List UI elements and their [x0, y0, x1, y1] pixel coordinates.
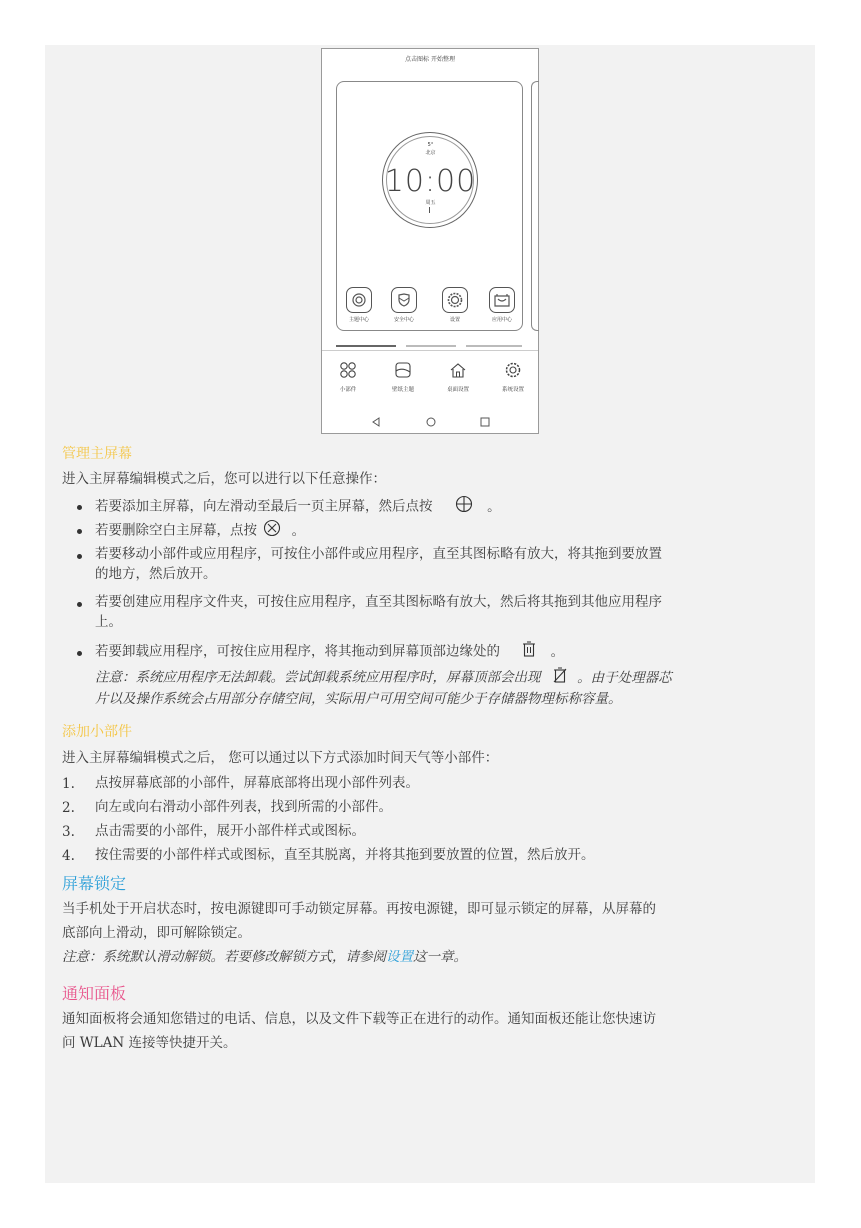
bullet-line: 若要移动小部件或应用程序，可按住小部件或应用程序，直至其图标略有放大，将其拖到要放置 — [95, 546, 662, 562]
settings-link[interactable]: 设置 — [386, 949, 413, 965]
bullet-tail: 。 — [487, 498, 501, 515]
settings-icon — [504, 361, 522, 379]
trash-icon — [522, 641, 536, 663]
step-number: 4. — [62, 848, 75, 864]
bullet — [77, 529, 82, 534]
note-text: 。由于处理器芯 — [577, 669, 672, 686]
tool-system-settings[interactable] — [487, 361, 539, 393]
clock-time: 10:00 — [384, 164, 477, 199]
bullet — [77, 505, 82, 510]
divider — [322, 350, 538, 351]
home-circle-icon[interactable] — [424, 415, 438, 429]
app-theme-center[interactable] — [341, 287, 377, 323]
no-trash-icon — [553, 667, 567, 689]
clock-day: 周五 — [425, 200, 436, 206]
tool-label: 桌面设置 — [446, 387, 469, 393]
phone-edit-mode-illustration — [321, 48, 539, 434]
phone-hint-title: 点击图标 开始整理 — [405, 56, 455, 63]
heading-add-widget: 添加小部件 — [62, 724, 132, 740]
add-circle-icon — [455, 495, 473, 519]
step-number: 2. — [62, 800, 75, 816]
notification-line2: 问 WLAN 连接等快捷开关。 — [62, 1035, 237, 1051]
document-page — [45, 45, 815, 1183]
theme-icon — [346, 287, 372, 313]
home-icon — [449, 361, 467, 379]
bullet-tail: 。 — [291, 522, 306, 539]
page-indicator — [336, 345, 522, 347]
next-screen-preview — [531, 81, 539, 331]
note-text: 注意：系统应用程序无法卸载。尝试卸载系统应用程序时，屏幕顶部会出现 — [95, 669, 541, 686]
shield-icon — [391, 287, 417, 313]
gear-icon — [442, 287, 468, 313]
bullet — [77, 651, 82, 656]
delete-circle-icon — [263, 519, 281, 543]
clock-marker — [429, 207, 430, 213]
page-indicator-dot — [466, 345, 522, 347]
page-indicator-dot — [406, 345, 456, 347]
step-1: 点按屏幕底部的小部件，屏幕底部将出现小部件列表。 — [95, 775, 419, 791]
clock-temperature: 5° — [427, 142, 434, 148]
section1-intro: 进入主屏幕编辑模式之后，您可以进行以下任意操作： — [62, 471, 386, 487]
step-2: 向左或向右滑动小部件列表，找到所需的小部件。 — [95, 799, 392, 815]
app-label: 设置 — [449, 317, 460, 323]
app-label: 应用中心 — [491, 317, 512, 323]
app-label: 主题中心 — [348, 317, 369, 323]
bullet-uninstall — [95, 641, 795, 663]
bullet-move-widget — [95, 544, 795, 584]
bullet-text: 若要添加主屏幕，向左滑动至最后一页主屏幕，然后点按 — [95, 498, 433, 515]
wallpaper-icon — [394, 361, 412, 379]
widget-icon — [339, 361, 357, 379]
bullet — [77, 554, 82, 559]
note-uninstall — [95, 667, 795, 709]
navigation-bar — [322, 415, 538, 429]
bullet-tail: 。 — [550, 643, 565, 660]
note-text: 片以及操作系统会占用部分存储空间，实际用户可用空间可能少于存储器物理标称容量。 — [95, 691, 622, 707]
page-indicator-active — [336, 345, 396, 347]
home-screen-preview — [336, 81, 523, 331]
tool-desktop-settings[interactable] — [432, 361, 484, 393]
bullet-text: 若要卸载应用程序，可按住应用程序，将其拖动到屏幕顶部边缘处的 — [95, 643, 500, 660]
bullet-line: 若要创建应用程序文件夹，可按住应用程序，直至其图标略有放大，然后将其拖到其他应用程序 — [95, 594, 662, 610]
tool-label: 系统设置 — [501, 387, 524, 393]
bullet-create-folder — [95, 592, 795, 632]
recent-square-icon[interactable] — [478, 415, 492, 429]
clock-city: 北京 — [425, 150, 436, 156]
heading-notification-panel: 通知面板 — [62, 984, 127, 1003]
tool-widgets[interactable] — [322, 361, 374, 393]
step-3: 点击需要的小部件，展开小部件样式或图标。 — [95, 823, 365, 839]
section2-intro: 进入主屏幕编辑模式之后， 您可以通过以下方式添加时间天气等小部件： — [62, 750, 499, 766]
note-text: 注意：系统默认滑动解锁。若要修改解锁方式，请参阅 — [62, 949, 386, 965]
step-number: 1. — [62, 776, 75, 792]
app-settings[interactable] — [437, 287, 473, 323]
heading-screen-lock: 屏幕锁定 — [62, 874, 127, 893]
back-icon[interactable] — [369, 415, 383, 429]
app-label: 安全中心 — [393, 317, 414, 323]
screen-lock-note — [62, 947, 467, 967]
step-number: 3. — [62, 824, 75, 840]
bullet-delete-home — [95, 519, 795, 543]
step-4: 按住需要的小部件样式或图标，直至其脱离，并将其拖到要放置的位置，然后放开。 — [95, 847, 595, 863]
bullet-line: 的地方，然后放开。 — [95, 566, 217, 582]
heading-manage-home: 管理主屏幕 — [62, 446, 132, 462]
tool-label: 壁纸主题 — [391, 387, 414, 393]
bullet-text: 若要删除空白主屏幕，点按 — [95, 522, 257, 539]
screen-lock-line1: 当手机处于开启状态时，按电源键即可手动锁定屏幕。再按电源键，即可显示锁定的屏幕，从屏幕的 — [62, 901, 656, 917]
tool-wallpaper-theme[interactable] — [377, 361, 429, 393]
bullet-add-home — [95, 495, 795, 519]
app-store[interactable] — [484, 287, 520, 323]
note-text: 这一章。 — [413, 949, 467, 965]
notification-line1: 通知面板将会通知您错过的电话、信息，以及文件下载等正在进行的动作。通知面板还能让您快速访 — [62, 1011, 656, 1027]
screen-lock-line2: 底部向上滑动，即可解除锁定。 — [62, 925, 251, 941]
store-icon — [489, 287, 515, 313]
tool-label: 小部件 — [339, 387, 357, 393]
bullet-line: 上。 — [95, 614, 122, 630]
app-security-center[interactable] — [386, 287, 422, 323]
bullet — [77, 602, 82, 607]
